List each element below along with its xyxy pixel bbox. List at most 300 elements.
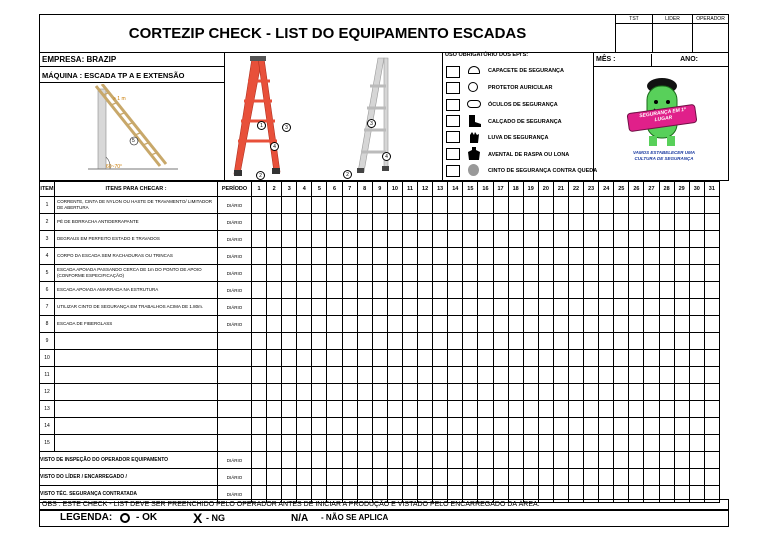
- day-check-cell[interactable]: [327, 316, 342, 333]
- day-sign-cell[interactable]: [674, 469, 689, 486]
- day-check-cell[interactable]: [387, 367, 402, 384]
- day-check-cell[interactable]: [267, 367, 282, 384]
- day-sign-cell[interactable]: [508, 469, 523, 486]
- day-check-cell[interactable]: [252, 265, 267, 282]
- day-check-cell[interactable]: [508, 197, 523, 214]
- day-sign-cell[interactable]: [599, 469, 614, 486]
- day-check-cell[interactable]: [553, 384, 568, 401]
- day-check-cell[interactable]: [357, 248, 372, 265]
- day-check-cell[interactable]: [402, 435, 417, 452]
- day-check-cell[interactable]: [448, 299, 463, 316]
- day-check-cell[interactable]: [629, 265, 644, 282]
- day-sign-cell[interactable]: [267, 452, 282, 469]
- signoff-box-tst[interactable]: [615, 14, 653, 53]
- day-check-cell[interactable]: [448, 265, 463, 282]
- day-check-cell[interactable]: [342, 316, 357, 333]
- day-check-cell[interactable]: [433, 401, 448, 418]
- day-check-cell[interactable]: [312, 231, 327, 248]
- day-check-cell[interactable]: [614, 231, 629, 248]
- day-check-cell[interactable]: [463, 333, 478, 350]
- day-sign-cell[interactable]: [644, 452, 659, 469]
- day-check-cell[interactable]: [674, 367, 689, 384]
- day-check-cell[interactable]: [523, 384, 538, 401]
- day-check-cell[interactable]: [674, 299, 689, 316]
- day-check-cell[interactable]: [297, 350, 312, 367]
- day-check-cell[interactable]: [629, 197, 644, 214]
- day-check-cell[interactable]: [312, 384, 327, 401]
- day-check-cell[interactable]: [418, 384, 433, 401]
- epi-checkbox-cinto[interactable]: [446, 165, 460, 177]
- day-check-cell[interactable]: [448, 350, 463, 367]
- day-sign-cell[interactable]: [327, 469, 342, 486]
- day-check-cell[interactable]: [538, 197, 553, 214]
- day-check-cell[interactable]: [282, 418, 297, 435]
- day-check-cell[interactable]: [448, 384, 463, 401]
- day-check-cell[interactable]: [448, 214, 463, 231]
- day-check-cell[interactable]: [372, 282, 387, 299]
- day-check-cell[interactable]: [644, 401, 659, 418]
- day-sign-cell[interactable]: [463, 452, 478, 469]
- day-sign-cell[interactable]: [538, 469, 553, 486]
- day-check-cell[interactable]: [553, 231, 568, 248]
- day-check-cell[interactable]: [282, 401, 297, 418]
- day-check-cell[interactable]: [342, 384, 357, 401]
- day-check-cell[interactable]: [252, 333, 267, 350]
- day-check-cell[interactable]: [478, 282, 493, 299]
- day-check-cell[interactable]: [252, 350, 267, 367]
- day-check-cell[interactable]: [387, 248, 402, 265]
- day-check-cell[interactable]: [568, 435, 583, 452]
- day-check-cell[interactable]: [252, 367, 267, 384]
- day-check-cell[interactable]: [342, 299, 357, 316]
- day-check-cell[interactable]: [297, 214, 312, 231]
- day-check-cell[interactable]: [614, 401, 629, 418]
- day-sign-cell[interactable]: [508, 452, 523, 469]
- day-check-cell[interactable]: [252, 384, 267, 401]
- day-check-cell[interactable]: [493, 214, 508, 231]
- day-check-cell[interactable]: [614, 197, 629, 214]
- day-check-cell[interactable]: [372, 316, 387, 333]
- day-check-cell[interactable]: [282, 367, 297, 384]
- day-check-cell[interactable]: [614, 384, 629, 401]
- day-check-cell[interactable]: [418, 214, 433, 231]
- day-check-cell[interactable]: [508, 231, 523, 248]
- day-check-cell[interactable]: [418, 265, 433, 282]
- day-check-cell[interactable]: [599, 401, 614, 418]
- day-check-cell[interactable]: [553, 282, 568, 299]
- day-check-cell[interactable]: [418, 333, 433, 350]
- day-check-cell[interactable]: [568, 418, 583, 435]
- day-check-cell[interactable]: [523, 265, 538, 282]
- day-check-cell[interactable]: [584, 282, 599, 299]
- day-check-cell[interactable]: [418, 401, 433, 418]
- day-check-cell[interactable]: [508, 435, 523, 452]
- day-check-cell[interactable]: [433, 333, 448, 350]
- day-sign-cell[interactable]: [704, 469, 719, 486]
- day-check-cell[interactable]: [493, 248, 508, 265]
- day-check-cell[interactable]: [478, 265, 493, 282]
- day-check-cell[interactable]: [584, 299, 599, 316]
- day-check-cell[interactable]: [402, 248, 417, 265]
- day-sign-cell[interactable]: [448, 452, 463, 469]
- day-check-cell[interactable]: [312, 265, 327, 282]
- day-check-cell[interactable]: [357, 299, 372, 316]
- day-check-cell[interactable]: [282, 435, 297, 452]
- day-check-cell[interactable]: [644, 299, 659, 316]
- day-check-cell[interactable]: [704, 316, 719, 333]
- day-check-cell[interactable]: [448, 333, 463, 350]
- day-check-cell[interactable]: [659, 214, 674, 231]
- day-check-cell[interactable]: [538, 367, 553, 384]
- day-check-cell[interactable]: [538, 350, 553, 367]
- day-check-cell[interactable]: [599, 299, 614, 316]
- day-check-cell[interactable]: [493, 197, 508, 214]
- day-check-cell[interactable]: [614, 265, 629, 282]
- day-check-cell[interactable]: [674, 435, 689, 452]
- day-sign-cell[interactable]: [689, 469, 704, 486]
- day-sign-cell[interactable]: [312, 452, 327, 469]
- day-check-cell[interactable]: [629, 282, 644, 299]
- day-check-cell[interactable]: [644, 333, 659, 350]
- day-sign-cell[interactable]: [629, 452, 644, 469]
- day-check-cell[interactable]: [267, 350, 282, 367]
- day-sign-cell[interactable]: [568, 469, 583, 486]
- day-check-cell[interactable]: [538, 384, 553, 401]
- day-check-cell[interactable]: [674, 214, 689, 231]
- day-check-cell[interactable]: [674, 333, 689, 350]
- day-check-cell[interactable]: [584, 333, 599, 350]
- day-check-cell[interactable]: [493, 435, 508, 452]
- day-check-cell[interactable]: [584, 418, 599, 435]
- day-check-cell[interactable]: [644, 214, 659, 231]
- day-check-cell[interactable]: [614, 367, 629, 384]
- day-check-cell[interactable]: [553, 367, 568, 384]
- day-check-cell[interactable]: [599, 350, 614, 367]
- day-check-cell[interactable]: [553, 214, 568, 231]
- day-check-cell[interactable]: [357, 265, 372, 282]
- day-check-cell[interactable]: [357, 282, 372, 299]
- day-check-cell[interactable]: [372, 333, 387, 350]
- day-check-cell[interactable]: [568, 367, 583, 384]
- day-check-cell[interactable]: [584, 231, 599, 248]
- day-check-cell[interactable]: [342, 214, 357, 231]
- day-check-cell[interactable]: [387, 231, 402, 248]
- day-check-cell[interactable]: [704, 350, 719, 367]
- day-check-cell[interactable]: [614, 435, 629, 452]
- day-check-cell[interactable]: [493, 316, 508, 333]
- day-check-cell[interactable]: [674, 197, 689, 214]
- epi-checkbox-luva[interactable]: [446, 131, 460, 143]
- day-check-cell[interactable]: [599, 282, 614, 299]
- day-check-cell[interactable]: [297, 282, 312, 299]
- day-check-cell[interactable]: [629, 401, 644, 418]
- day-check-cell[interactable]: [704, 299, 719, 316]
- day-sign-cell[interactable]: [553, 452, 568, 469]
- day-check-cell[interactable]: [629, 299, 644, 316]
- day-sign-cell[interactable]: [644, 469, 659, 486]
- day-check-cell[interactable]: [357, 435, 372, 452]
- day-check-cell[interactable]: [704, 214, 719, 231]
- day-check-cell[interactable]: [387, 350, 402, 367]
- day-check-cell[interactable]: [402, 401, 417, 418]
- day-check-cell[interactable]: [629, 384, 644, 401]
- day-check-cell[interactable]: [312, 316, 327, 333]
- day-check-cell[interactable]: [433, 265, 448, 282]
- day-check-cell[interactable]: [538, 214, 553, 231]
- day-sign-cell[interactable]: [418, 452, 433, 469]
- day-check-cell[interactable]: [553, 265, 568, 282]
- day-sign-cell[interactable]: [342, 469, 357, 486]
- day-check-cell[interactable]: [599, 197, 614, 214]
- day-check-cell[interactable]: [659, 350, 674, 367]
- day-check-cell[interactable]: [659, 265, 674, 282]
- day-check-cell[interactable]: [267, 384, 282, 401]
- day-check-cell[interactable]: [372, 265, 387, 282]
- day-check-cell[interactable]: [689, 418, 704, 435]
- day-check-cell[interactable]: [689, 367, 704, 384]
- day-check-cell[interactable]: [508, 333, 523, 350]
- day-check-cell[interactable]: [629, 435, 644, 452]
- day-check-cell[interactable]: [689, 299, 704, 316]
- day-check-cell[interactable]: [629, 333, 644, 350]
- day-check-cell[interactable]: [659, 401, 674, 418]
- day-sign-cell[interactable]: [387, 452, 402, 469]
- day-check-cell[interactable]: [297, 197, 312, 214]
- day-check-cell[interactable]: [282, 333, 297, 350]
- day-check-cell[interactable]: [538, 418, 553, 435]
- day-check-cell[interactable]: [342, 367, 357, 384]
- day-check-cell[interactable]: [493, 265, 508, 282]
- day-sign-cell[interactable]: [297, 469, 312, 486]
- day-check-cell[interactable]: [448, 401, 463, 418]
- day-check-cell[interactable]: [372, 214, 387, 231]
- day-check-cell[interactable]: [387, 418, 402, 435]
- day-check-cell[interactable]: [297, 299, 312, 316]
- day-check-cell[interactable]: [584, 316, 599, 333]
- day-check-cell[interactable]: [538, 299, 553, 316]
- day-check-cell[interactable]: [508, 316, 523, 333]
- day-check-cell[interactable]: [342, 231, 357, 248]
- day-check-cell[interactable]: [508, 265, 523, 282]
- day-check-cell[interactable]: [508, 282, 523, 299]
- day-check-cell[interactable]: [433, 367, 448, 384]
- day-check-cell[interactable]: [478, 418, 493, 435]
- day-sign-cell[interactable]: [704, 452, 719, 469]
- day-check-cell[interactable]: [614, 333, 629, 350]
- day-check-cell[interactable]: [538, 401, 553, 418]
- day-check-cell[interactable]: [312, 282, 327, 299]
- day-check-cell[interactable]: [568, 350, 583, 367]
- day-check-cell[interactable]: [523, 231, 538, 248]
- day-check-cell[interactable]: [584, 384, 599, 401]
- day-check-cell[interactable]: [342, 435, 357, 452]
- day-sign-cell[interactable]: [312, 469, 327, 486]
- signoff-box-lider[interactable]: [652, 14, 693, 53]
- epi-checkbox-capacete[interactable]: [446, 66, 460, 78]
- day-check-cell[interactable]: [357, 384, 372, 401]
- day-check-cell[interactable]: [508, 299, 523, 316]
- day-check-cell[interactable]: [267, 282, 282, 299]
- day-sign-cell[interactable]: [448, 469, 463, 486]
- day-check-cell[interactable]: [297, 367, 312, 384]
- day-check-cell[interactable]: [267, 418, 282, 435]
- day-check-cell[interactable]: [252, 299, 267, 316]
- day-check-cell[interactable]: [493, 350, 508, 367]
- day-check-cell[interactable]: [523, 367, 538, 384]
- day-check-cell[interactable]: [312, 214, 327, 231]
- day-check-cell[interactable]: [689, 401, 704, 418]
- day-check-cell[interactable]: [599, 231, 614, 248]
- ano-field[interactable]: ANO:: [652, 54, 728, 67]
- day-sign-cell[interactable]: [478, 452, 493, 469]
- day-check-cell[interactable]: [644, 282, 659, 299]
- day-check-cell[interactable]: [463, 418, 478, 435]
- day-check-cell[interactable]: [387, 333, 402, 350]
- day-check-cell[interactable]: [327, 418, 342, 435]
- day-check-cell[interactable]: [448, 435, 463, 452]
- day-sign-cell[interactable]: [493, 469, 508, 486]
- day-check-cell[interactable]: [538, 435, 553, 452]
- day-check-cell[interactable]: [478, 316, 493, 333]
- day-check-cell[interactable]: [599, 435, 614, 452]
- day-check-cell[interactable]: [584, 248, 599, 265]
- day-check-cell[interactable]: [433, 384, 448, 401]
- day-check-cell[interactable]: [629, 214, 644, 231]
- day-check-cell[interactable]: [674, 401, 689, 418]
- day-check-cell[interactable]: [342, 282, 357, 299]
- day-check-cell[interactable]: [568, 333, 583, 350]
- day-check-cell[interactable]: [297, 333, 312, 350]
- day-sign-cell[interactable]: [433, 469, 448, 486]
- day-sign-cell[interactable]: [689, 452, 704, 469]
- day-check-cell[interactable]: [674, 265, 689, 282]
- day-check-cell[interactable]: [644, 231, 659, 248]
- day-check-cell[interactable]: [478, 384, 493, 401]
- day-check-cell[interactable]: [267, 214, 282, 231]
- day-sign-cell[interactable]: [357, 452, 372, 469]
- day-check-cell[interactable]: [463, 265, 478, 282]
- day-check-cell[interactable]: [508, 214, 523, 231]
- day-check-cell[interactable]: [659, 231, 674, 248]
- day-check-cell[interactable]: [493, 384, 508, 401]
- day-check-cell[interactable]: [584, 367, 599, 384]
- day-check-cell[interactable]: [644, 265, 659, 282]
- day-check-cell[interactable]: [448, 282, 463, 299]
- day-check-cell[interactable]: [312, 248, 327, 265]
- day-check-cell[interactable]: [463, 401, 478, 418]
- day-check-cell[interactable]: [327, 350, 342, 367]
- day-check-cell[interactable]: [297, 384, 312, 401]
- day-check-cell[interactable]: [418, 231, 433, 248]
- day-sign-cell[interactable]: [418, 469, 433, 486]
- day-sign-cell[interactable]: [372, 452, 387, 469]
- day-check-cell[interactable]: [659, 367, 674, 384]
- day-check-cell[interactable]: [478, 197, 493, 214]
- day-check-cell[interactable]: [538, 333, 553, 350]
- day-check-cell[interactable]: [674, 248, 689, 265]
- day-check-cell[interactable]: [282, 214, 297, 231]
- day-check-cell[interactable]: [553, 299, 568, 316]
- day-check-cell[interactable]: [689, 282, 704, 299]
- day-check-cell[interactable]: [418, 248, 433, 265]
- day-check-cell[interactable]: [402, 299, 417, 316]
- day-check-cell[interactable]: [372, 231, 387, 248]
- day-check-cell[interactable]: [584, 197, 599, 214]
- day-check-cell[interactable]: [327, 214, 342, 231]
- day-check-cell[interactable]: [553, 248, 568, 265]
- day-check-cell[interactable]: [402, 384, 417, 401]
- day-check-cell[interactable]: [252, 248, 267, 265]
- day-check-cell[interactable]: [312, 435, 327, 452]
- day-check-cell[interactable]: [433, 214, 448, 231]
- day-check-cell[interactable]: [327, 299, 342, 316]
- day-check-cell[interactable]: [282, 231, 297, 248]
- day-check-cell[interactable]: [252, 401, 267, 418]
- day-check-cell[interactable]: [704, 418, 719, 435]
- day-sign-cell[interactable]: [402, 452, 417, 469]
- day-sign-cell[interactable]: [357, 469, 372, 486]
- day-check-cell[interactable]: [568, 316, 583, 333]
- day-check-cell[interactable]: [463, 214, 478, 231]
- day-check-cell[interactable]: [523, 197, 538, 214]
- day-check-cell[interactable]: [342, 350, 357, 367]
- day-check-cell[interactable]: [433, 231, 448, 248]
- day-check-cell[interactable]: [372, 435, 387, 452]
- day-check-cell[interactable]: [297, 248, 312, 265]
- day-check-cell[interactable]: [463, 231, 478, 248]
- day-check-cell[interactable]: [674, 418, 689, 435]
- day-check-cell[interactable]: [418, 299, 433, 316]
- day-check-cell[interactable]: [689, 231, 704, 248]
- day-check-cell[interactable]: [568, 282, 583, 299]
- day-sign-cell[interactable]: [282, 469, 297, 486]
- day-check-cell[interactable]: [267, 333, 282, 350]
- day-check-cell[interactable]: [418, 418, 433, 435]
- day-check-cell[interactable]: [387, 401, 402, 418]
- day-check-cell[interactable]: [448, 231, 463, 248]
- day-check-cell[interactable]: [493, 282, 508, 299]
- day-check-cell[interactable]: [463, 316, 478, 333]
- day-sign-cell[interactable]: [599, 452, 614, 469]
- day-check-cell[interactable]: [402, 333, 417, 350]
- day-check-cell[interactable]: [568, 265, 583, 282]
- day-check-cell[interactable]: [342, 248, 357, 265]
- day-check-cell[interactable]: [342, 333, 357, 350]
- day-check-cell[interactable]: [342, 418, 357, 435]
- day-check-cell[interactable]: [418, 350, 433, 367]
- day-check-cell[interactable]: [614, 282, 629, 299]
- day-check-cell[interactable]: [674, 282, 689, 299]
- day-check-cell[interactable]: [704, 197, 719, 214]
- day-sign-cell[interactable]: [523, 469, 538, 486]
- day-check-cell[interactable]: [448, 367, 463, 384]
- signoff-box-operador[interactable]: [692, 14, 729, 53]
- day-sign-cell[interactable]: [538, 452, 553, 469]
- day-check-cell[interactable]: [508, 401, 523, 418]
- epi-checkbox-oculos[interactable]: [446, 99, 460, 111]
- day-check-cell[interactable]: [282, 384, 297, 401]
- day-check-cell[interactable]: [357, 214, 372, 231]
- day-check-cell[interactable]: [508, 384, 523, 401]
- day-sign-cell[interactable]: [584, 452, 599, 469]
- day-check-cell[interactable]: [644, 316, 659, 333]
- day-check-cell[interactable]: [327, 231, 342, 248]
- day-check-cell[interactable]: [402, 367, 417, 384]
- day-sign-cell[interactable]: [614, 469, 629, 486]
- day-check-cell[interactable]: [659, 333, 674, 350]
- day-check-cell[interactable]: [584, 435, 599, 452]
- day-check-cell[interactable]: [252, 214, 267, 231]
